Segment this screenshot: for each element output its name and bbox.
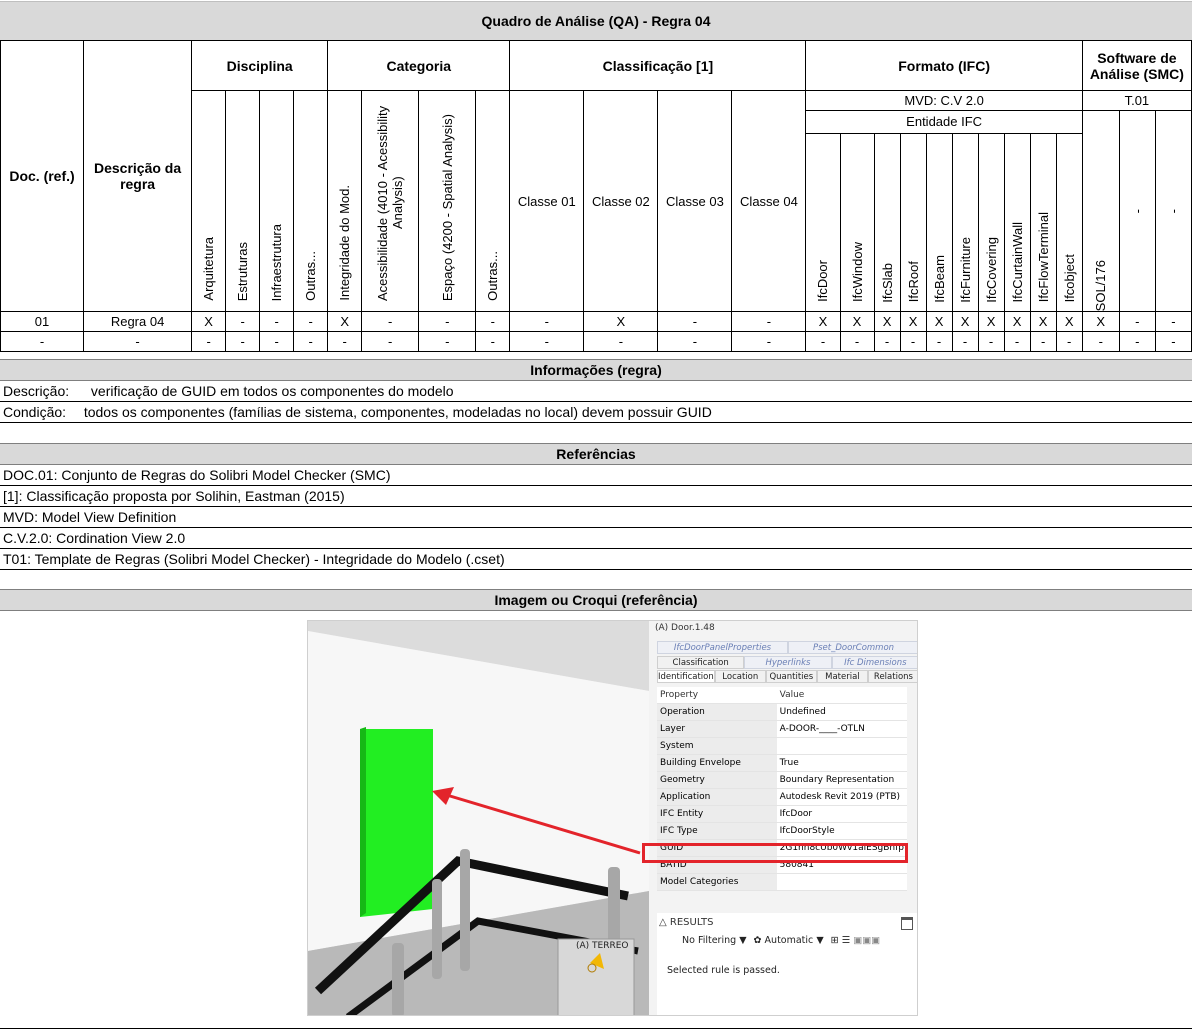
table-cell: X	[900, 312, 926, 332]
property-value: 2G1hh8cUb0Wv1aiESgBhfp	[777, 840, 907, 857]
table-cell: -	[510, 332, 584, 352]
categoria-col: Outras...	[476, 91, 510, 312]
table-cell: -	[294, 312, 328, 332]
reference-item: [1]: Classificação proposta por Solihin, Eastman (2015)	[0, 486, 1192, 507]
table-cell: X	[952, 312, 978, 332]
table-cell: X	[926, 312, 952, 332]
disciplina-header: Disciplina	[192, 41, 328, 91]
condicao-label: Condição:	[3, 404, 67, 420]
table-cell: -	[1082, 332, 1119, 352]
results-title: RESULTS	[669, 917, 714, 928]
table-cell: -	[226, 332, 260, 352]
qa-title: Quadro de Análise (QA) - Regra 04	[0, 1, 1192, 41]
reference-item: C.V.2.0: Cordination View 2.0	[0, 528, 1192, 549]
categoria-col: Espaço (4200 - Spatial Analysis)	[419, 91, 476, 312]
class-col: Classe 01	[510, 91, 584, 312]
tab-pset-door-common[interactable]: Pset_DoorCommon	[788, 641, 918, 654]
table-cell: X	[978, 312, 1004, 332]
table-cell: -	[658, 332, 732, 352]
chevron-down-icon[interactable]: ▼	[816, 935, 824, 946]
table-cell: -	[362, 312, 419, 332]
condicao-text: todos os componentes (famílias de sistema, componentes, modeladas no local) devem possuir GUID	[83, 404, 712, 420]
entity-col: IfcFurniture	[952, 133, 978, 311]
property-column-header: Property	[657, 687, 777, 704]
element-title: (A) Door.1.48	[655, 623, 715, 633]
table-cell: X	[874, 312, 900, 332]
table-cell: -	[1119, 332, 1155, 352]
descricao-text: verificação de GUID em todos os componentes do modelo	[90, 383, 454, 399]
entity-col: IfcRoof	[900, 133, 926, 311]
viewport-floor-label: (A) TERREO	[576, 941, 629, 951]
software-col: SOL/176	[1082, 111, 1119, 312]
class-col: Classe 04	[732, 91, 806, 312]
table-cell: -	[900, 332, 926, 352]
referencias-title: Referências	[0, 443, 1192, 465]
table-cell: X	[192, 312, 226, 332]
disciplina-col: Arquitetura	[192, 91, 226, 312]
software-col: -	[1155, 111, 1191, 312]
basket-icon[interactable]: ▣▣▣	[853, 935, 881, 946]
tree-view-icon[interactable]: ⊞	[830, 935, 839, 946]
informacoes-title: Informações (regra)	[0, 359, 1192, 381]
t01-label: T.01	[1082, 91, 1191, 111]
property-value: Undefined	[777, 704, 907, 721]
results-triangle-icon: △	[659, 917, 667, 928]
settings-icon[interactable]: ✿	[753, 935, 762, 946]
table-cell: -	[952, 332, 978, 352]
description-header: Descrição da regra	[84, 41, 192, 312]
property-value: IfcDoorStyle	[777, 823, 907, 840]
property-name: BATID	[657, 857, 777, 874]
table-cell: X	[1004, 312, 1030, 332]
entity-col: IfcSlab	[874, 133, 900, 311]
tab-relations[interactable]: Relations	[868, 670, 918, 683]
property-value: True	[777, 755, 907, 772]
tab-hyperlinks[interactable]: Hyperlinks	[744, 656, 831, 669]
property-value: Autodesk Revit 2019 (PTB)	[777, 789, 907, 806]
solibri-screenshot	[307, 620, 918, 1016]
property-name: Operation	[657, 704, 777, 721]
doc-ref-header: Doc. (ref.)	[1, 41, 84, 312]
categoria-col: Integridade do Mod.	[328, 91, 362, 312]
disciplina-col: Infraestrutura	[260, 91, 294, 312]
table-cell: -	[1, 332, 84, 352]
table-cell: -	[260, 332, 294, 352]
class-col: Classe 02	[584, 91, 658, 312]
table-cell: Regra 04	[84, 312, 192, 332]
entity-col: IfcBeam	[926, 133, 952, 311]
chevron-down-icon[interactable]: ▼	[739, 935, 747, 946]
property-name: IFC Type	[657, 823, 777, 840]
table-cell: -	[476, 312, 510, 332]
table-cell: -	[1119, 312, 1155, 332]
property-name: System	[657, 738, 777, 755]
table-cell: -	[732, 312, 806, 332]
classificacao-header: Classificação [1]	[510, 41, 806, 91]
categoria-col: Acessibilidade (4010 - Acessibility Analysis)	[362, 91, 419, 312]
table-cell: -	[510, 312, 584, 332]
table-cell: X	[1056, 312, 1082, 332]
disciplina-col: Estruturas	[226, 91, 260, 312]
mvd-label: MVD: C.V 2.0	[806, 91, 1082, 111]
property-name: Geometry	[657, 772, 777, 789]
filter-dropdown[interactable]: No Filtering	[682, 935, 737, 946]
table-cell: -	[926, 332, 952, 352]
table-cell: -	[732, 332, 806, 352]
mode-dropdown[interactable]: Automatic	[764, 935, 814, 946]
table-cell: -	[874, 332, 900, 352]
table-cell: X	[806, 312, 840, 332]
descricao-label: Descrição:	[3, 383, 70, 399]
red-arrow	[440, 793, 640, 853]
arrow-overlay	[308, 621, 918, 1016]
entity-col: Ifcobject	[1056, 133, 1082, 311]
table-cell: -	[978, 332, 1004, 352]
analysis-table	[0, 40, 1192, 352]
property-name: IFC Entity	[657, 806, 777, 823]
descricao-line	[0, 381, 1192, 402]
table-cell: -	[294, 332, 328, 352]
table-cell: -	[1030, 332, 1056, 352]
entity-col: IfcWindow	[840, 133, 874, 311]
table-cell: -	[840, 332, 874, 352]
list-view-icon[interactable]: ☰	[841, 935, 851, 946]
table-cell: -	[328, 332, 362, 352]
tab-ifc-dimensions[interactable]: Ifc Dimensions	[832, 656, 918, 669]
reference-item: T01: Template de Regras (Solibri Model Checker) - Integridade do Modelo (.cset)	[0, 549, 1192, 570]
property-value: 580841	[777, 857, 907, 874]
tab-classification[interactable]: Classification	[657, 656, 744, 669]
table-row	[1, 332, 1192, 352]
property-value: A-DOOR-____-OTLN	[777, 721, 907, 738]
bottom-border	[0, 1028, 1192, 1029]
entity-col: IfcCovering	[978, 133, 1004, 311]
tab-location[interactable]: Location	[715, 670, 766, 683]
property-name: Building Envelope	[657, 755, 777, 772]
table-cell: -	[658, 312, 732, 332]
entidade-label: Entidade IFC	[806, 111, 1082, 134]
condicao-line	[0, 402, 1192, 423]
table-cell: -	[260, 312, 294, 332]
table-cell: -	[476, 332, 510, 352]
table-cell: X	[840, 312, 874, 332]
value-column-header: Value	[777, 687, 907, 704]
table-cell: -	[1056, 332, 1082, 352]
table-cell: -	[806, 332, 840, 352]
tab-identification[interactable]: Identification	[658, 672, 714, 682]
formato-header: Formato (IFC)	[806, 41, 1082, 91]
disciplina-col: Outras...	[294, 91, 328, 312]
table-cell: -	[419, 312, 476, 332]
tab-ifc-door-panel-properties[interactable]: IfcDoorPanelProperties	[657, 641, 788, 654]
table-cell: X	[1030, 312, 1056, 332]
property-name: GUID	[657, 840, 777, 857]
tab-material[interactable]: Material	[817, 670, 868, 683]
software-col: -	[1119, 111, 1155, 312]
table-cell: -	[584, 332, 658, 352]
table-cell: -	[362, 332, 419, 352]
table-cell: 01	[1, 312, 84, 332]
table-cell: -	[1155, 332, 1191, 352]
class-col: Classe 03	[658, 91, 732, 312]
tab-quantities[interactable]: Quantities	[766, 670, 817, 683]
categoria-header: Categoria	[328, 41, 510, 91]
table-cell: -	[192, 332, 226, 352]
table-cell: -	[419, 332, 476, 352]
property-value: IfcDoor	[777, 806, 907, 823]
entity-col: IfcCurtainWall	[1004, 133, 1030, 311]
imagem-title: Imagem ou Croqui (referência)	[0, 589, 1192, 611]
table-cell: -	[1155, 312, 1191, 332]
property-name: Model Categories	[657, 874, 777, 891]
table-cell: X	[584, 312, 658, 332]
table-cell: X	[328, 312, 362, 332]
property-value: Boundary Representation	[777, 772, 907, 789]
table-cell: -	[226, 312, 260, 332]
table-cell: X	[1082, 312, 1119, 332]
reference-item: MVD: Model View Definition	[0, 507, 1192, 528]
result-message: Selected rule is passed.	[667, 965, 780, 976]
table-cell: -	[1004, 332, 1030, 352]
entity-col: IfcFlowTerminal	[1030, 133, 1056, 311]
table-body	[1, 312, 1192, 352]
software-header: Software de Análise (SMC)	[1082, 41, 1191, 91]
property-name: Application	[657, 789, 777, 806]
table-cell: -	[84, 332, 192, 352]
entity-col: IfcDoor	[806, 133, 840, 311]
table-row	[1, 312, 1192, 332]
reference-item: DOC.01: Conjunto de Regras do Solibri Model Checker (SMC)	[0, 465, 1192, 486]
property-name: Layer	[657, 721, 777, 738]
